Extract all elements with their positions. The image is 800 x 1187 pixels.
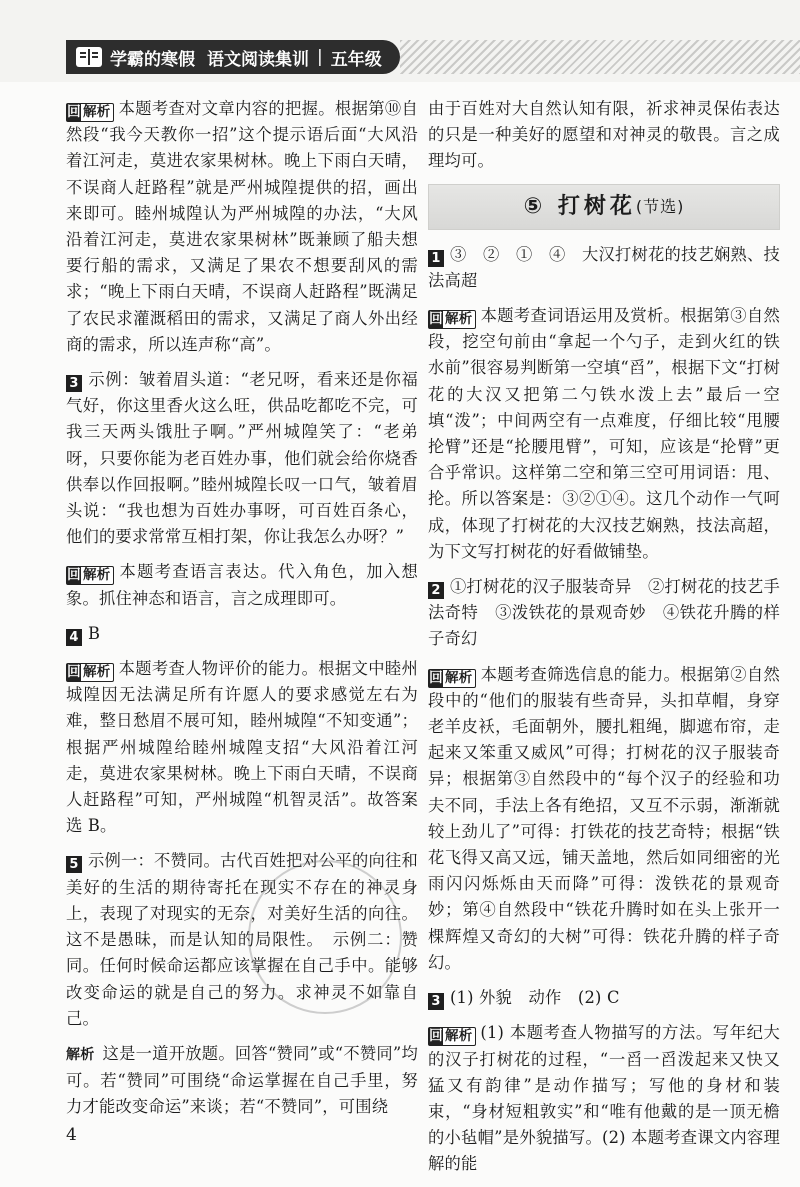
- answer-block: [66, 848, 418, 1031]
- analysis-block: [66, 1041, 418, 1121]
- analysis-text: 本题考查语言表达。代入角色，加入想象。抓住神态和语言，言之成理即可。: [66, 562, 418, 608]
- page-header: [0, 0, 800, 82]
- answer-text: ③ ② ① ④ 大汉打树花的技艺娴熟、技法高超: [428, 244, 780, 290]
- question-number: 3: [66, 375, 82, 392]
- section-title-banner: [428, 184, 780, 230]
- header-brand: 学霸的寒假: [110, 49, 195, 70]
- analysis-block: [66, 656, 418, 839]
- analysis-block: [428, 303, 780, 565]
- analysis-text: 本题考查对文章内容的把握。根据第⑩自然段“我今天教你一招”这个提示语后面“大风沿着江河走，莫进农家果树林。晚上下雨白天晴，不误商人赶路程”就是严州城隍提供的招，画出来即可。睦州城隍认为严州城隍的办法，“大风沿着江河走，莫进农家果树林”既兼顾了船夫想要行船的需求，又满足了果农不想要刮风的需求；“晚上下雨白天晴，不误商人赶路程”既满足了农民求灌溉稻田的需求，又满足了商人外出经商的需求，所以连声称“高”。: [66, 99, 418, 354]
- analysis-block: [428, 662, 780, 976]
- analysis-tag-partial: 解析: [66, 1046, 95, 1063]
- analysis-text: 这是一道开放题。回答“赞同”或“不赞同”均可。若“赞同”可围绕“命运掌握在自己手里，努力才能改变命运”来谈；若“不赞同”，可围绕: [66, 1043, 419, 1117]
- question-number: 1: [428, 250, 444, 267]
- answer-block: [66, 621, 418, 647]
- answer-block: [428, 574, 780, 653]
- analysis-text: (1) 本题考查人物描写的方法。写年纪大的汉子打树花的过程，“一舀一舀泼起来又快又猛又有韵律”是动作描写；写他的身材和装束，“身材短粗敦实”和“唯有他戴的是一顶无檐的小毡帽”是外貌描写。(2) 本题考查课文内容理解的能: [428, 1023, 780, 1174]
- question-number: 4: [66, 629, 82, 646]
- question-number: 5: [66, 856, 82, 873]
- answer-block: [428, 242, 780, 294]
- analysis-text: 本题考查人物评价的能力。根据文中睦州城隍因无法满足所有许愿人的要求感觉左右为难，整日愁眉不展可知，睦州城隍“不知变通”；根据严州城隍给睦州城隍支招“大风沿着江河走，莫进农家果树林。晚上下雨白天晴，不误商人赶路程”可知，严州城隍“机智灵活”。故答案选 B。: [66, 659, 418, 836]
- answer-text: 示例：皱着眉头道：“老兄呀，看来还是你福气好，你这里香火这么旺，供品吃都吃不完，可我三天两头饿肚子啊。”严州城隍笑了：“老弟呀，只要你能为老百姓办事，他们就会给你烧香供奉以作回报啊。”睦州城隍长叹一口气，皱着眉头说：“我也想为百姓办事呀，可百姓百条心，他们的要求常常互相打架，你让我怎么办呀？”: [66, 370, 418, 547]
- header-hatch-decoration: [400, 40, 800, 74]
- analysis-text: 本题考查词语运用及赏析。根据第③自然段，挖空句前由“拿起一个勺子，走到火红的铁水前”很容易判断第一空填“舀”，根据下文“打树花的大汉又把第二勺铁水泼上去”最后一空填“泼”；中间两空有一点难度，仔细比较“甩腰抡臂”还是“抡腰甩臂”，可知，应该是“抡臂”更合乎常识。这样第二空和第三空可用词语：甩、抡。所以答案是：③②①④。这几个动作一气呵成，体现了打树花的大汉技艺娴熟，技法高超，为下文写打树花的好看做铺垫。: [428, 306, 780, 561]
- analysis-tag: 回 解析: [428, 310, 476, 329]
- analysis-tag: 回 解析: [66, 103, 114, 122]
- analysis-tag: 回 解析: [428, 669, 476, 688]
- section-title-note: (节选): [635, 196, 685, 216]
- analysis-tag: 回 解析: [66, 663, 114, 682]
- book-icon: [76, 47, 102, 67]
- page-number: 4: [66, 1125, 77, 1145]
- answer-block: [66, 367, 418, 550]
- answer-text: 示例一：不赞同。古代百姓把对公平的向往和美好的生活的期待寄托在现实不存在的神灵身上，表现了对现实的无奈，对美好生活的向往。这不是愚昧，而是认知的局限性。 示例二：赞同。任何时候命运都应该掌握在自己手中。能够改变命运的就是自己的努力。求神灵不如靠自己。: [66, 851, 418, 1028]
- right-column: [428, 96, 780, 1187]
- analysis-block: [428, 1020, 780, 1177]
- analysis-block: [66, 559, 418, 611]
- header-subtitle: 语文阅读集训: [207, 49, 309, 70]
- analysis-block: [66, 96, 418, 358]
- analysis-tag: 回 解析: [66, 566, 114, 585]
- header-grade: 五年级: [330, 49, 382, 70]
- analysis-continuation: 由于百姓对大自然认知有限，祈求神灵保佑表达的只是一种美好的愿望和对神灵的敬畏。言之成理均可。: [428, 99, 780, 171]
- question-number: 2: [428, 582, 444, 599]
- header-separator: |: [317, 47, 323, 67]
- answer-text: ①打树花的汉子服装奇异 ②打树花的技艺手法奇特 ③泼铁花的景观奇妙 ④铁花升腾的样子奇幻: [428, 577, 780, 649]
- analysis-tag: 回 解析: [428, 1027, 476, 1046]
- section-title: ⑤ 打树花: [523, 193, 636, 219]
- answer-text: B: [88, 623, 101, 643]
- answer-block: [428, 985, 780, 1011]
- question-number: 3: [428, 993, 444, 1010]
- header-bar: [66, 40, 400, 74]
- left-column: [66, 96, 418, 1130]
- answer-text: (1) 外貌 动作 (2) C: [450, 988, 620, 1008]
- analysis-text: 本题考查筛选信息的能力。根据第②自然段中的“他们的服装有些奇异，头扣草帽，身穿老羊皮袄，毛面朝外，腰扎粗绳，脚遮布帘，走起来又笨重又威风”可得；打树花的汉子服装奇异；根据第③自然段中的“每个汉子的经验和功夫不同，手法上各有绝招，又互不示弱，渐渐就较上劲儿了”可得：打铁花的技艺奇特；根据“铁花飞得又高又远，铺天盖地，然后如同细密的光雨闪闪烁烁由天而降”可得：泼铁花的景观奇妙；第④自然段中“铁花升腾时如在头上张开一棵辉煌又奇幻的大树”可得：铁花升腾的样子奇幻。: [428, 664, 780, 972]
